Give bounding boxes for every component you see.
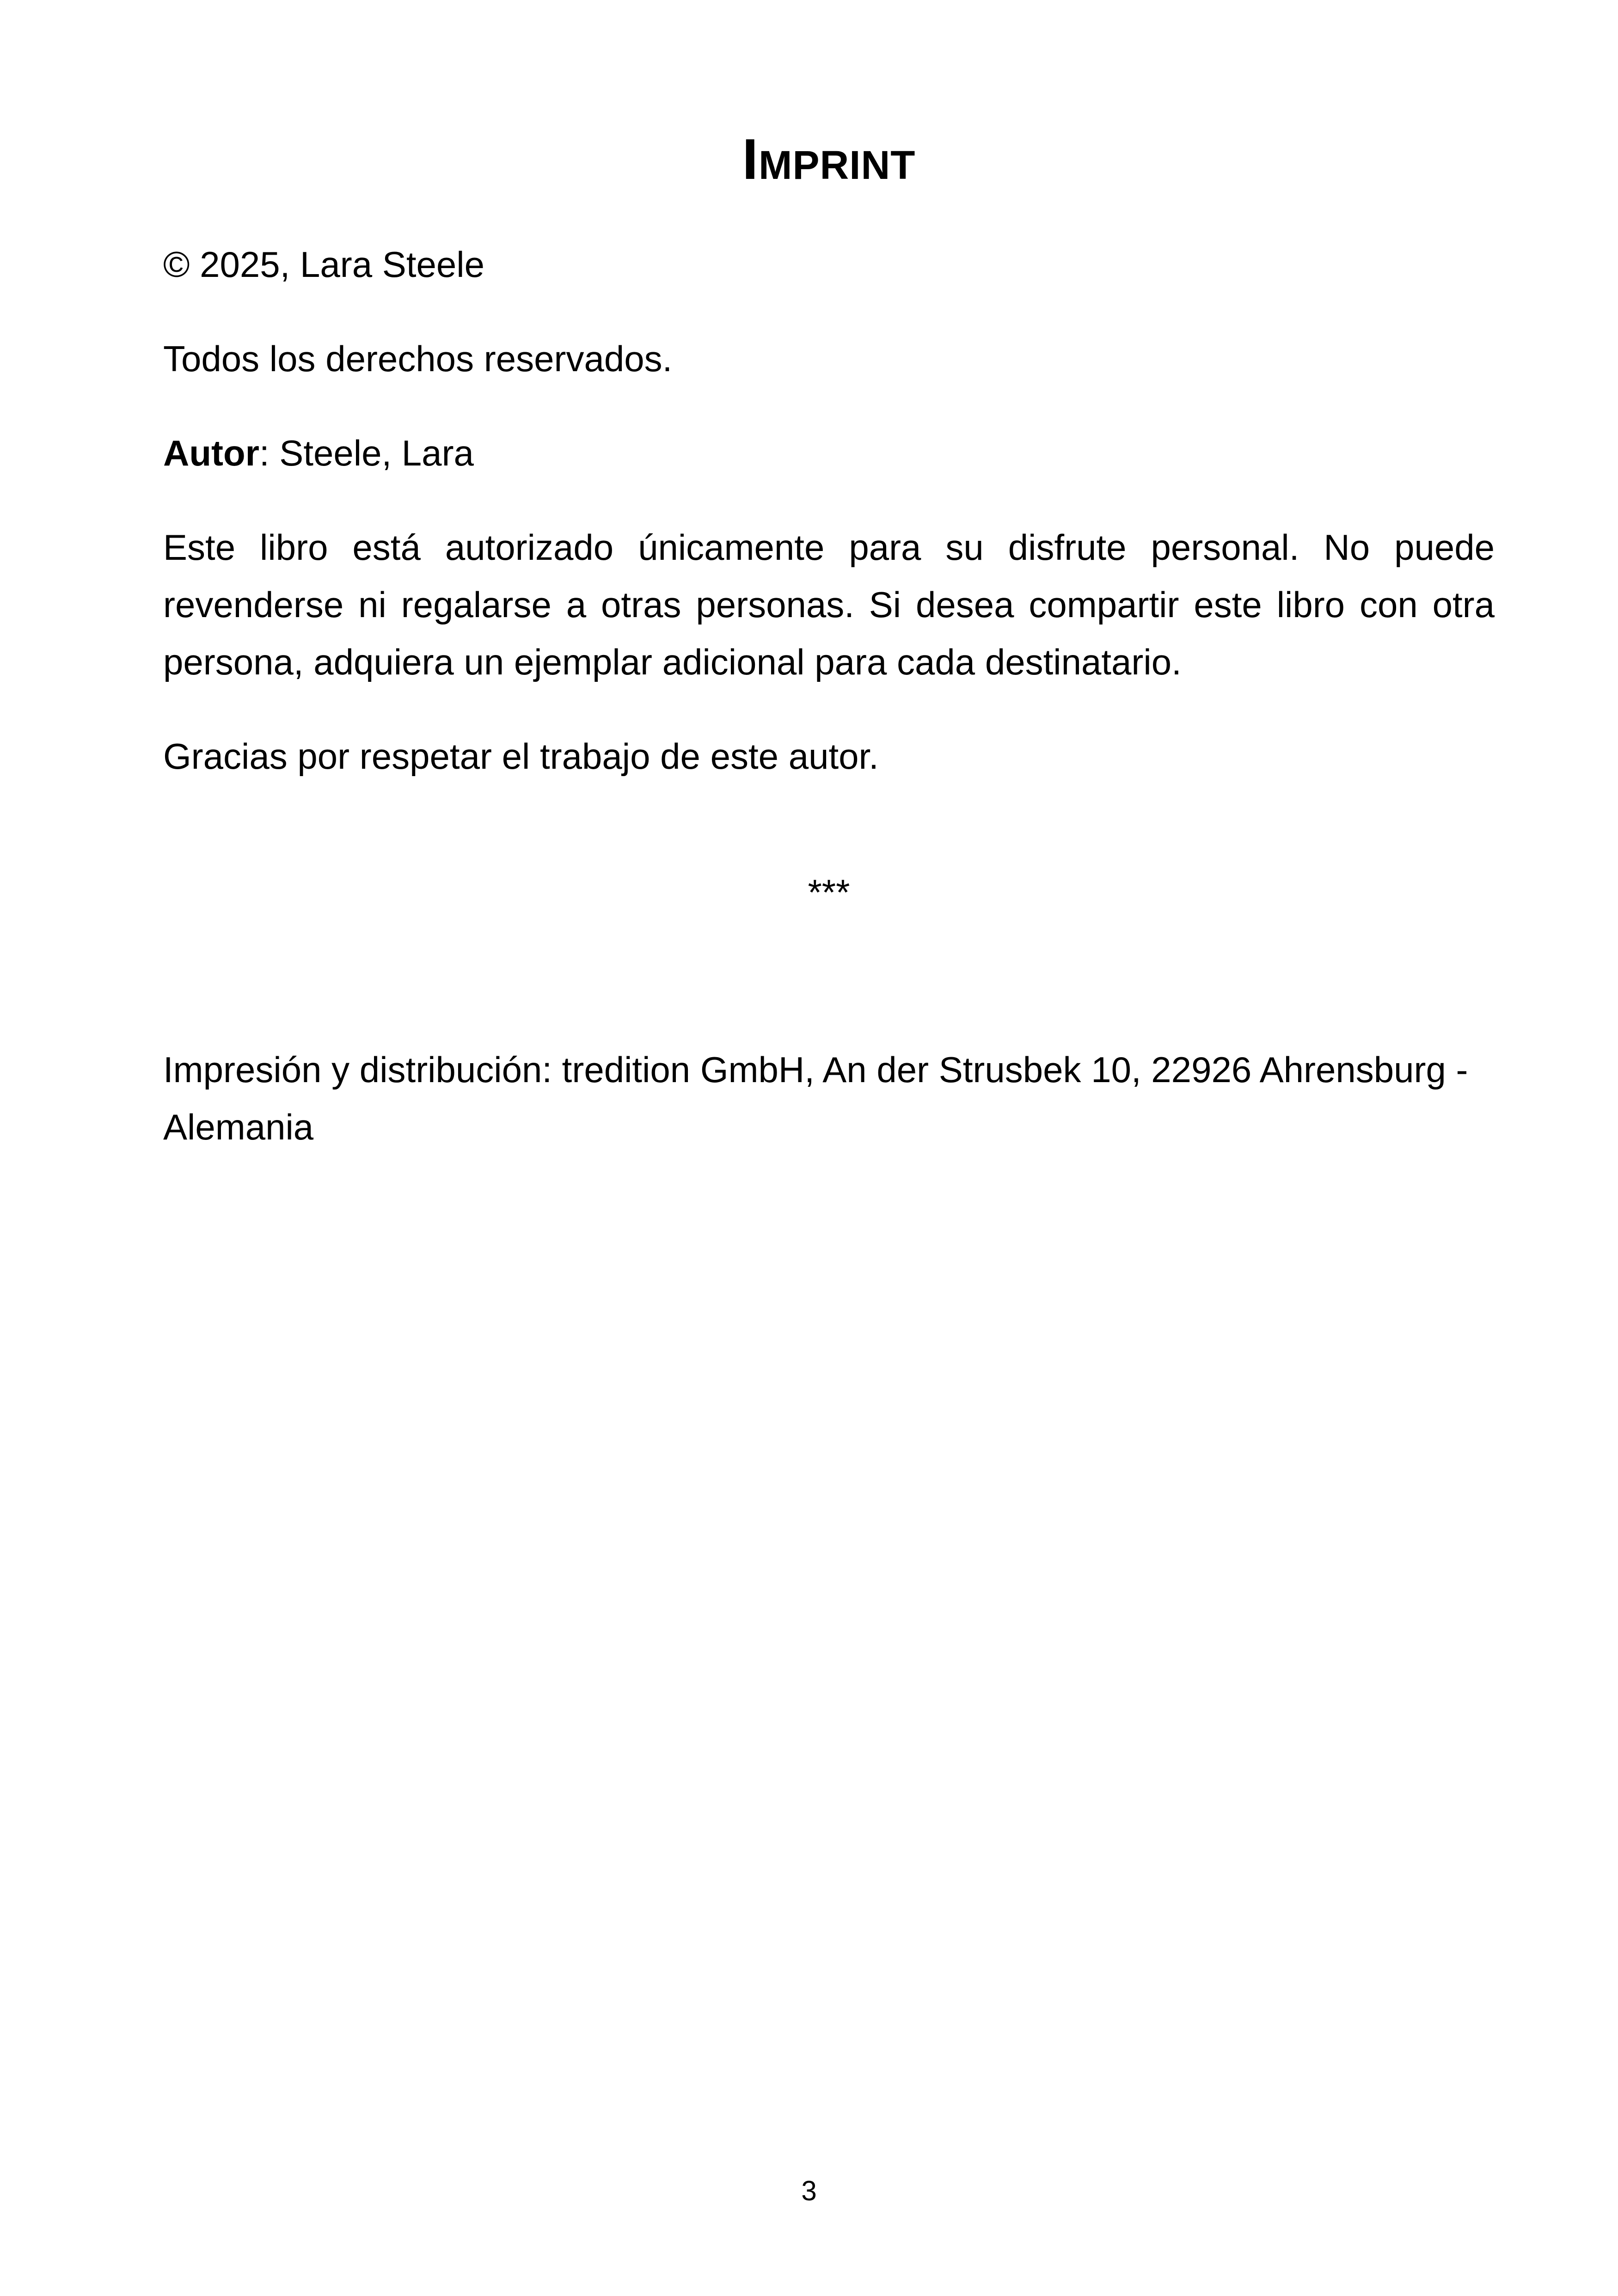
author-label: Autor xyxy=(163,433,259,473)
author-separator: : xyxy=(259,433,280,473)
page-number: 3 xyxy=(801,2175,817,2206)
thanks-line: Gracias por respetar el trabajo de este autor. xyxy=(163,736,879,777)
printing-line-2: Alemania xyxy=(163,1107,314,1147)
section-separator: *** xyxy=(808,872,850,912)
author-line xyxy=(163,424,1495,482)
rights-line: Todos los derechos reservados. xyxy=(163,338,673,379)
page-content xyxy=(163,125,1495,1193)
printing-line-1: Impresión y distribución: tredition GmbH, An der Strusbek 10, 22926 Ahrensburg - xyxy=(163,1049,1468,1090)
license-paragraph: Este libro está autorizado únicamente para su disfrute personal. No puede revenderse ni regalarse a otras personas. Si desea compartir este libro con otra persona, adquiera un ejemplar adicional para cada destinatario. xyxy=(163,527,1495,682)
author-value: Steele, Lara xyxy=(279,433,474,473)
copyright-line: © 2025, Lara Steele xyxy=(163,244,484,285)
printing-info xyxy=(163,1041,1495,1156)
page-title: Imprint xyxy=(742,128,916,191)
